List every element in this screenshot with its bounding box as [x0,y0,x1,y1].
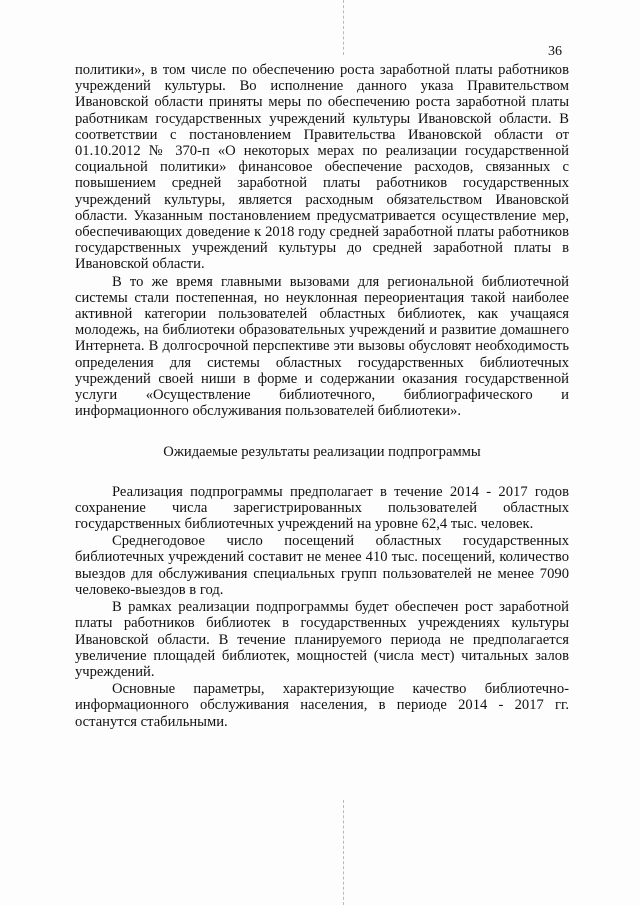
paragraph-quality-parameters: Основные параметры, характеризующие качество библиотечно-информационного обслуживания населения, в периоде 2014 - 2017 гг. останутся стабильными. [75,681,569,730]
document-body [75,62,569,730]
paragraph-visits: Среднегодовое число посещений областных государственных библиотечных учреждений составит не менее 410 тыс. посещений, количество выездов для обслуживания специальных групп пользователей не менее 7090 человеко-выездов в год. [75,533,569,598]
paragraph-salary-continuation: политики», в том числе по обеспечению роста заработной платы работников учреждений культуры. Во исполнение данного указа Правительством Ивановской области приняты меры по обеспечению роста заработной платы работникам государственных учреждений культуры Ивановской области. В соответствии с постановлением Правительства Ивановской области от 01.10.2012 № 370-п «О некоторых мерах по реализации государственной социальной политики» финансовое обеспечение расходов, связанных с повышением средней заработной платы работников государственных учреждений культуры, является расходным обязательством Ивановской области. Указанным постановлением предусматривается осуществление мер, обеспечивающих доведение к 2018 году средней заработной платы работников государственных учреждений культуры до средней заработной платы в Ивановской области. [75,62,569,273]
section-heading: Ожидаемые результаты реализации подпрограммы [163,444,481,461]
fold-line-bottom [343,800,344,905]
paragraph-salary-growth: В рамках реализации подпрограммы будет обеспечен рост заработной платы работников библиотек в государственных учреждениях культуры Ивановской области. В течение планируемого периода не предполагается увеличение площадей библиотек, мощностей (числа мест) читальных залов учреждений. [75,599,569,680]
paragraph-challenges: В то же время главными вызовами для региональной библиотечной системы стали постепенная, но неуклонная переориентация такой наиболее активной категории пользователей областных библиотек, как учащаяся молодежь, на библиотеки образовательных учреждений и развитие домашнего Интернета. В долгосрочной перспективе эти вызовы обусловят необходимость определения для системы областных государственных библиотечных учреждений своей ниши в форме и содержании оказания государственной услуги «Осуществление библиотечного, библиографического и информационного обслуживания пользователей библиотеки». [75,273,569,420]
paragraph-registered-users: Реализация подпрограммы предполагает в течение 2014 - 2017 годов сохранение числа зарегистрированных пользователей областных государственных библиотечных учреждений на уровне 62,4 тыс. человек. [75,483,569,533]
fold-line-top [343,0,344,55]
page-number: 36 [548,44,562,59]
